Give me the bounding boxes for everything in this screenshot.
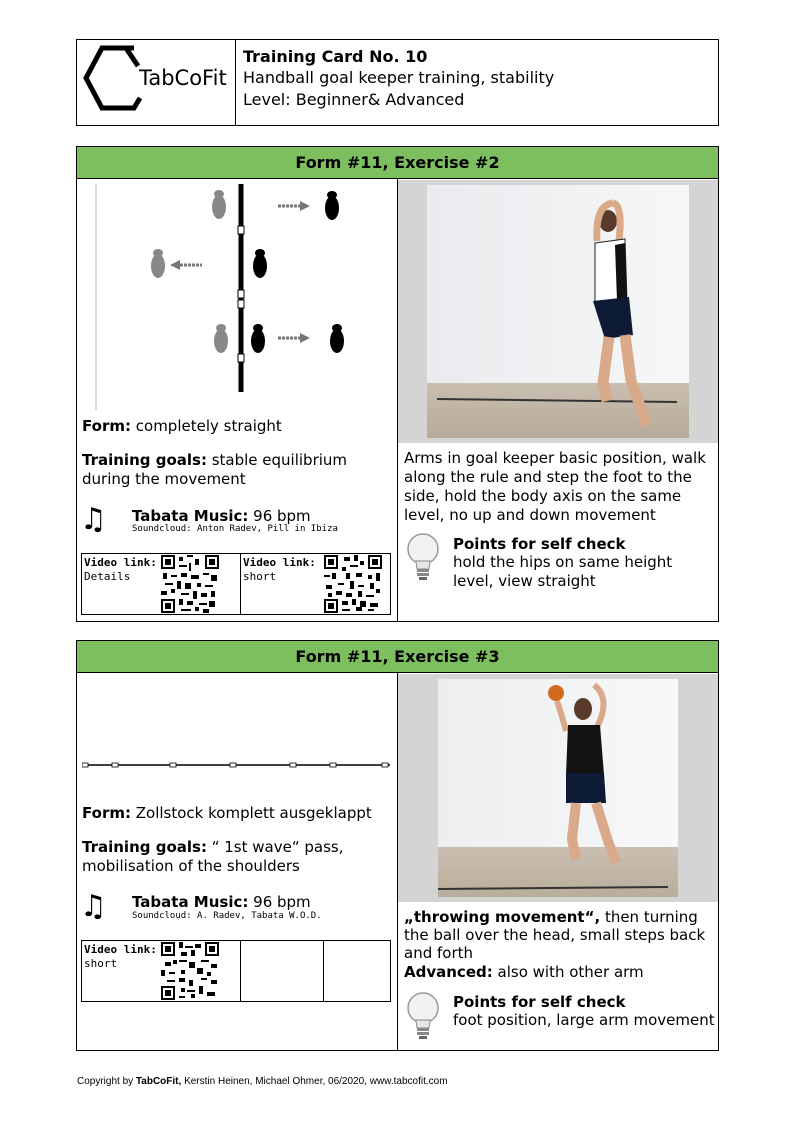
exercise2-heading: Form #11, Exercise #3	[295, 647, 500, 666]
advanced-text: also with other arm	[497, 963, 644, 981]
video1-sub: short	[84, 957, 118, 970]
music-note-icon: ♫	[80, 502, 107, 537]
exercise1-form	[82, 417, 388, 436]
folding-ruler-diagram	[82, 760, 390, 770]
exercise2-photo	[438, 679, 678, 897]
exercise2-check-title: Points for self check	[453, 993, 626, 1011]
form-label: Form:	[82, 804, 131, 822]
card-title: Training Card No. 10	[243, 47, 428, 66]
exercise2-goals	[82, 838, 388, 876]
exercise2-music-credit: Soundcloud: A. Radev, Tabata W.O.D.	[132, 911, 322, 921]
footer-prefix: Copyright by	[77, 1076, 134, 1087]
music-bpm: 96 bpm	[253, 507, 311, 525]
lightbulb-icon	[405, 990, 441, 1042]
music-label: Tabata Music:	[132, 507, 249, 525]
video1-qr-link[interactable]	[161, 555, 219, 613]
logo-text: TabCoFit	[139, 66, 227, 90]
form-value: Zollstock komplett ausgeklappt	[135, 804, 372, 822]
video-table-divider	[240, 553, 241, 615]
goals-label: Training goals:	[82, 451, 207, 469]
form-label: Form:	[82, 417, 131, 435]
exercise2-music	[132, 893, 311, 912]
exercise1-photo	[427, 185, 689, 438]
music-note-icon: ♫	[80, 889, 107, 924]
video2-label: Video link:	[243, 556, 316, 569]
video1-qr-link[interactable]	[161, 942, 219, 1000]
music-bpm: 96 bpm	[253, 893, 311, 911]
desc-rest: then turning the ball over the head, small steps back and forth	[404, 908, 706, 962]
video-table-divider	[323, 940, 324, 1002]
exercise2-description	[404, 908, 714, 962]
exercise1-description: Arms in goal keeper basic position, walk along the rule and step the foot to the side, hold the body axis on the same level, no up and down movement	[404, 449, 706, 524]
exercise1-check-title: Points for self check	[453, 535, 626, 553]
exercise2-form	[82, 804, 388, 823]
video2-qr-link[interactable]	[324, 555, 382, 613]
exercise1-heading: Form #11, Exercise #2	[295, 153, 500, 172]
goals-value: “ 1st wave“ pass, mobilisation of the shoulders	[82, 838, 344, 875]
footer-rest: Kerstin Heinen, Michael Ohmer, 06/2020, www.tabcofit.com	[184, 1076, 448, 1087]
desc-bold: „throwing movement“,	[404, 908, 601, 926]
video1-label: Video link:	[84, 943, 157, 956]
footer-brand: TabCoFit,	[135, 1076, 182, 1087]
video-table-divider	[240, 940, 241, 1002]
lightbulb-icon	[405, 531, 441, 583]
exercise2-advanced	[404, 963, 714, 982]
exercise2-check-text: foot position, large arm movement	[453, 1011, 715, 1029]
exercise1-check-text: hold the hips on same height level, view straight	[453, 553, 673, 590]
card-level: Level: Beginner& Advanced	[243, 90, 465, 109]
form-value: completely straight	[135, 417, 282, 435]
video1-sub: Details	[84, 570, 131, 583]
card-subtitle: Handball goal keeper training, stability	[243, 68, 555, 87]
header-divider	[235, 39, 236, 126]
goals-label: Training goals:	[82, 838, 207, 856]
goals-value: stable equilibrium during the movement	[82, 451, 348, 488]
music-label: Tabata Music:	[132, 893, 249, 911]
video1-label: Video link:	[84, 556, 157, 569]
exercise1-diagram	[88, 182, 388, 414]
exercise1-goals	[82, 451, 388, 489]
footer-copyright	[77, 1076, 448, 1087]
advanced-label: Advanced:	[404, 963, 493, 981]
exercise1-music-credit: Soundcloud: Anton Radev, Pill in Ibiza	[132, 524, 338, 534]
video2-sub: short	[243, 570, 277, 583]
